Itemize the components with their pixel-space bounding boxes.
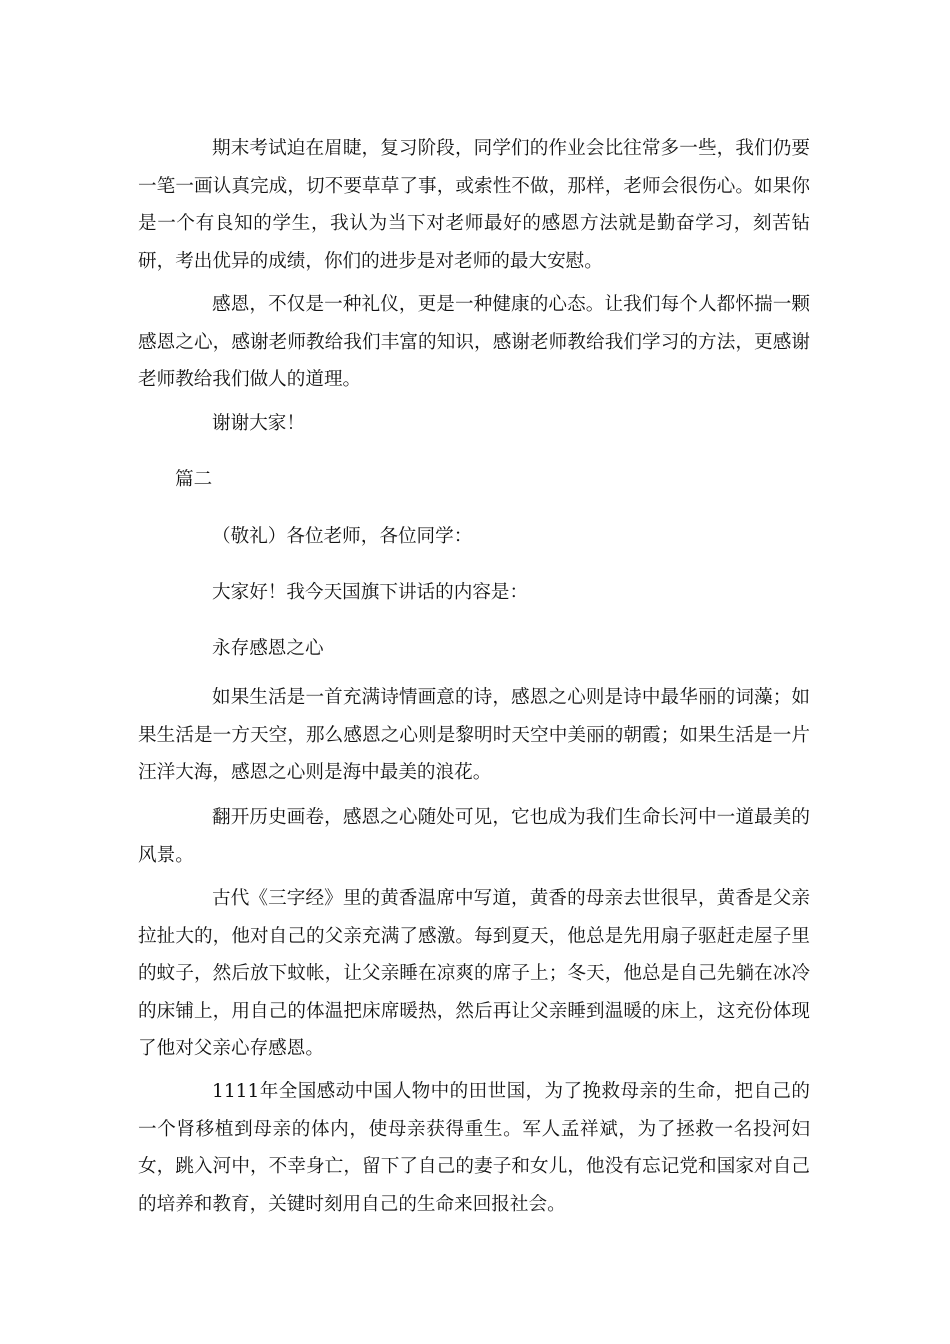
closing-thanks: 谢谢大家！: [212, 413, 305, 434]
speech-title: 永存感恩之心: [212, 638, 324, 659]
paragraph-huang-xiang: 古代《三字经》里的黄香温席中写道，黄香的母亲去世很早，黄香是父亲拉扯大的，他对自己的父亲充满了感激。每到夏天，他总是先用扇子驱赶走屋子里的蚊子，然后放下蚊帐，让父亲睡在凉爽的席子上；冬天，他总是自己先躺在冰冷的床铺上，用自己的体温把床席暖热，然后再让父亲睡到温暖的床上，这充份体现了他对父亲心存感恩。: [138, 888, 810, 1059]
paragraph-gratitude-attitude: 感恩，不仅是一种礼仪，更是一种健康的心态。让我们每个人都怀揣一颗感恩之心，感谢老师教给我们丰富的知识，感谢老师教给我们学习的方法，更感谢老师教给我们做人的道理。: [138, 294, 810, 390]
section-title: 篇二: [175, 469, 213, 490]
greeting: 大家好！我今天国旗下讲话的内容是：: [212, 582, 529, 603]
salutation: （敬礼）各位老师，各位同学：: [212, 526, 473, 547]
paragraph-exam-review: 期末考试迫在眉睫，复习阶段，同学们的作业会比往常多一些，我们仍要一笔一画认真完成，切不要草草了事，或索性不做，那样，老师会很伤心。如果你是一个有良知的学生，我认为当下对老师最好的感恩方法就是勤奋学习，刻苦钻研，考出优异的成绩，你们的进步是对老师的最大安慰。: [138, 138, 810, 272]
paragraph-life-metaphor: 如果生活是一首充满诗情画意的诗，感恩之心则是诗中最华丽的词藻；如果生活是一方天空，那么感恩之心则是黎明时天空中美丽的朝霞；如果生活是一片汪洋大海，感恩之心则是海中最美的浪花。: [138, 687, 810, 783]
paragraph-moving-figures: 1111年全国感动中国人物中的田世国，为了挽救母亲的生命，把自己的一个肾移植到母亲的体内，使母亲获得重生。军人孟祥斌，为了拯救一名投河妇女，跳入河中，不幸身亡，留下了自己的妻子和女儿，他没有忘记党和国家对自己的培养和教育，关键时刻用自己的生命来回报社会。: [138, 1081, 810, 1215]
paragraph-history-scroll: 翻开历史画卷，感恩之心随处可见，它也成为我们生命长河中一道最美的风景。: [138, 807, 810, 866]
